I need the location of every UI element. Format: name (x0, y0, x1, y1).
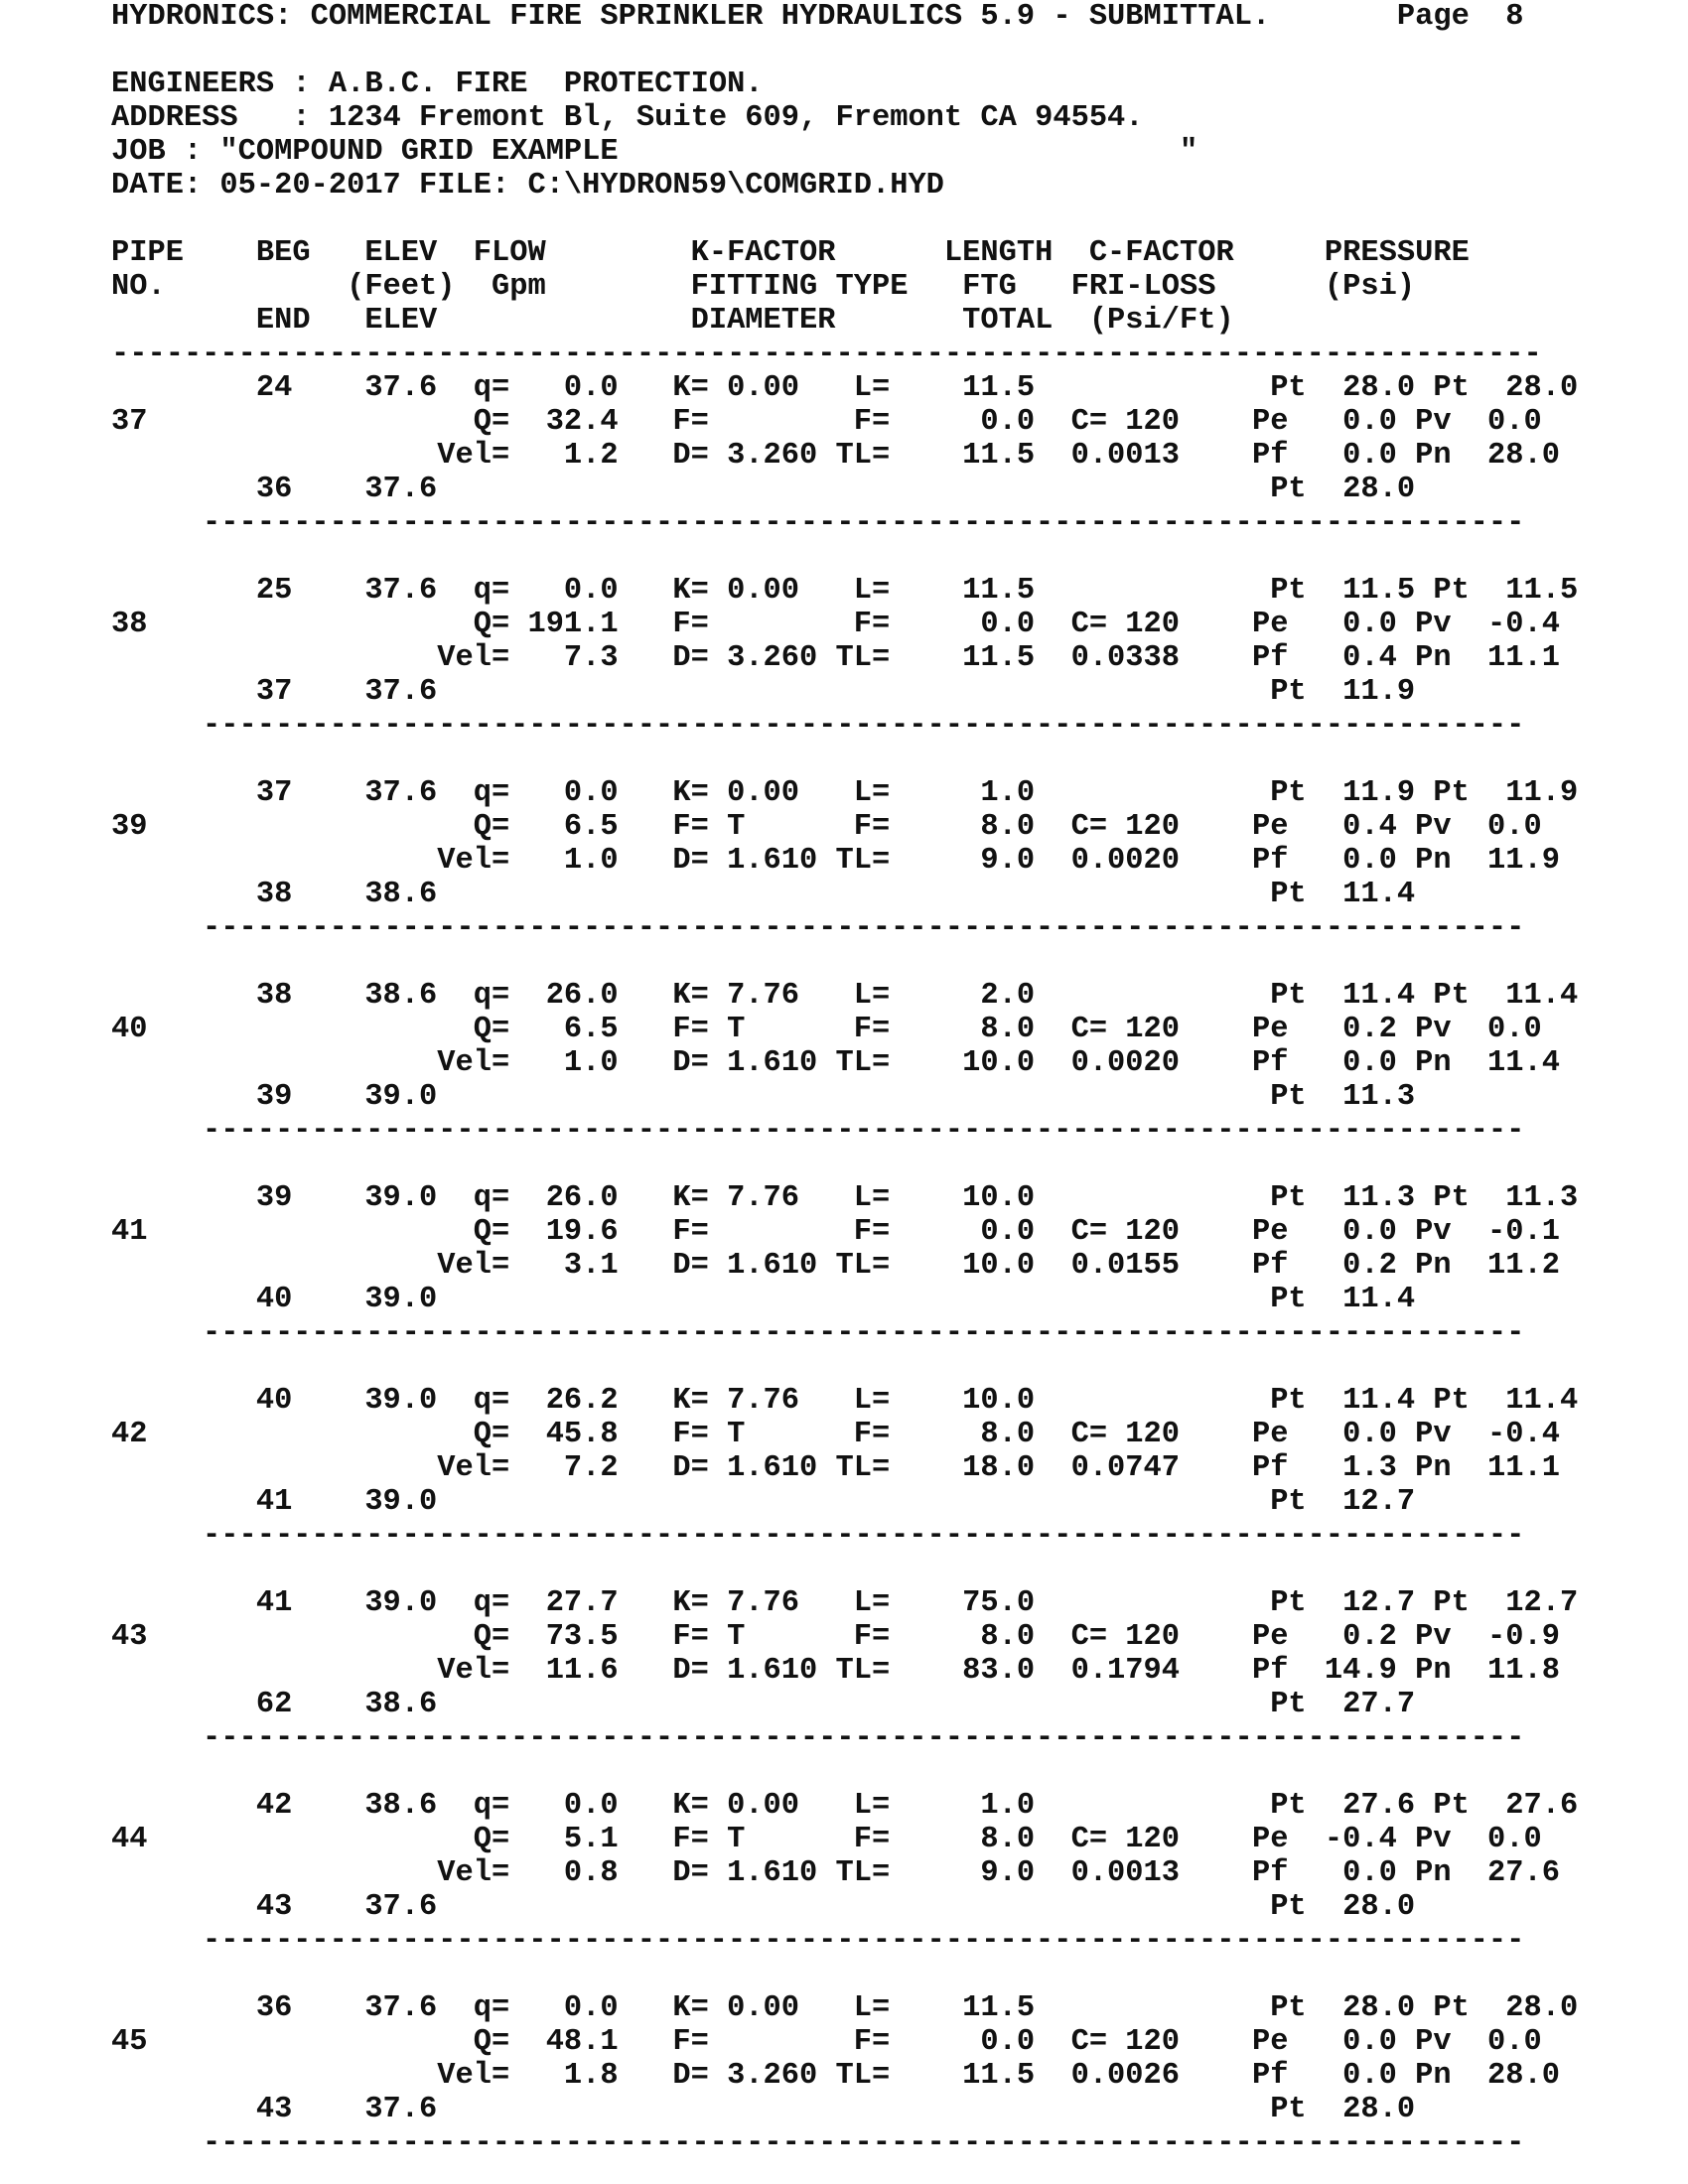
section-rule: ------------------------------------------------------------------------- (203, 506, 1525, 540)
pipe-row-line-1: 40 39.0 q= 26.2 K= 7.76 L= 10.0 Pt 11.4 Pt 11.4 (111, 1384, 1579, 1418)
pipe-row-line-3: Vel= 1.2 D= 3.260 TL= 11.5 0.0013 Pf 0.0 Pn 28.0 (111, 439, 1560, 473)
address-line: ADDRESS : 1234 Fremont Bl, Suite 609, Fremont CA 94554. (111, 101, 1144, 135)
pipe-row-line-4: 62 38.6 Pt 27.7 (111, 1688, 1416, 1721)
pipe-row-line-3: Vel= 7.3 D= 3.260 TL= 11.5 0.0338 Pf 0.4 Pn 11.1 (111, 641, 1560, 675)
header-rule: ------------------------------------------------------------------------------- (111, 338, 1542, 371)
pipe-row-line-2: 44 Q= 5.1 F= T F= 8.0 C= 120 Pe -0.4 Pv 0.0 (111, 1823, 1542, 1856)
pipe-row-line-2: 42 Q= 45.8 F= T F= 8.0 C= 120 Pe 0.0 Pv -0.4 (111, 1418, 1560, 1451)
pipe-row-line-1: 42 38.6 q= 0.0 K= 0.00 L= 1.0 Pt 27.6 Pt 27.6 (111, 1789, 1579, 1823)
pipe-row-line-3: Vel= 1.8 D= 3.260 TL= 11.5 0.0026 Pf 0.0 Pn 28.0 (111, 2059, 1560, 2093)
date-file-line: DATE: 05-20-2017 FILE: C:\HYDRON59\COMGRID.HYD (111, 169, 944, 203)
column-header-line-3: END ELEV DIAMETER TOTAL (Psi/Ft) (111, 304, 1234, 338)
section-rule: ------------------------------------------------------------------------- (203, 911, 1525, 945)
pipe-row-line-3: Vel= 1.0 D= 1.610 TL= 10.0 0.0020 Pf 0.0 Pn 11.4 (111, 1046, 1560, 1080)
section-rule: ------------------------------------------------------------------------- (203, 709, 1525, 743)
pipe-row-line-1: 41 39.0 q= 27.7 K= 7.76 L= 75.0 Pt 12.7 Pt 12.7 (111, 1586, 1579, 1620)
pipe-row-line-1: 39 39.0 q= 26.0 K= 7.76 L= 10.0 Pt 11.3 Pt 11.3 (111, 1181, 1579, 1215)
pipe-row-line-1: 37 37.6 q= 0.0 K= 0.00 L= 1.0 Pt 11.9 Pt 11.9 (111, 776, 1579, 810)
pipe-row-line-2: 39 Q= 6.5 F= T F= 8.0 C= 120 Pe 0.4 Pv 0.0 (111, 810, 1542, 844)
section-rule: ------------------------------------------------------------------------- (203, 1721, 1525, 1755)
pipe-row-line-4: 37 37.6 Pt 11.9 (111, 675, 1416, 709)
job-line: JOB : "COMPOUND GRID EXAMPLE " (111, 135, 1198, 169)
pipe-row-line-4: 38 38.6 Pt 11.4 (111, 878, 1416, 911)
pipe-row-line-3: Vel= 1.0 D= 1.610 TL= 9.0 0.0020 Pf 0.0 Pn 11.9 (111, 844, 1560, 878)
pipe-row-line-4: 40 39.0 Pt 11.4 (111, 1283, 1416, 1316)
pipe-row-line-1: 24 37.6 q= 0.0 K= 0.00 L= 11.5 Pt 28.0 Pt 28.0 (111, 371, 1579, 405)
section-rule: ------------------------------------------------------------------------- (203, 1316, 1525, 1350)
section-rule: ------------------------------------------------------------------------- (203, 1114, 1525, 1148)
pipe-row-line-1: 25 37.6 q= 0.0 K= 0.00 L= 11.5 Pt 11.5 Pt 11.5 (111, 574, 1579, 608)
pipe-row-line-2: 40 Q= 6.5 F= T F= 8.0 C= 120 Pe 0.2 Pv 0.0 (111, 1013, 1542, 1046)
pipe-row-line-1: 36 37.6 q= 0.0 K= 0.00 L= 11.5 Pt 28.0 Pt 28.0 (111, 1991, 1579, 2025)
pipe-row-line-3: Vel= 3.1 D= 1.610 TL= 10.0 0.0155 Pf 0.2 Pn 11.2 (111, 1249, 1560, 1283)
pipe-row-line-2: 43 Q= 73.5 F= T F= 8.0 C= 120 Pe 0.2 Pv -0.9 (111, 1620, 1560, 1654)
section-rule: ------------------------------------------------------------------------- (203, 2126, 1525, 2160)
pipe-row-line-3: Vel= 7.2 D= 1.610 TL= 18.0 0.0747 Pf 1.3 Pn 11.1 (111, 1451, 1560, 1485)
pipe-row-line-4: 43 37.6 Pt 28.0 (111, 1890, 1416, 1924)
pipe-row-line-2: 45 Q= 48.1 F= F= 0.0 C= 120 Pe 0.0 Pv 0.0 (111, 2025, 1542, 2059)
column-header-line-1: PIPE BEG ELEV FLOW K-FACTOR LENGTH C-FACTOR PRESSURE (111, 236, 1470, 270)
column-header-line-2: NO. (Feet) Gpm FITTING TYPE FTG FRI-LOSS (Psi) (111, 270, 1416, 304)
section-rule: ------------------------------------------------------------------------- (203, 1924, 1525, 1958)
engineers-line: ENGINEERS : A.B.C. FIRE PROTECTION. (111, 68, 764, 101)
pipe-row-line-2: 41 Q= 19.6 F= F= 0.0 C= 120 Pe 0.0 Pv -0.1 (111, 1215, 1560, 1249)
pipe-row-line-4: 39 39.0 Pt 11.3 (111, 1080, 1416, 1114)
section-rule: ------------------------------------------------------------------------- (203, 1519, 1525, 1553)
pipe-row-line-4: 41 39.0 Pt 12.7 (111, 1485, 1416, 1519)
pipe-row-line-3: Vel= 11.6 D= 1.610 TL= 83.0 0.1794 Pf 14.9 Pn 11.8 (111, 1654, 1560, 1688)
pipe-row-line-2: 38 Q= 191.1 F= F= 0.0 C= 120 Pe 0.0 Pv -0.4 (111, 608, 1560, 641)
pipe-row-line-2: 37 Q= 32.4 F= F= 0.0 C= 120 Pe 0.0 Pv 0.0 (111, 405, 1542, 439)
pipe-row-line-4: 36 37.6 Pt 28.0 (111, 473, 1416, 506)
pipe-row-line-1: 38 38.6 q= 26.0 K= 7.76 L= 2.0 Pt 11.4 Pt 11.4 (111, 979, 1579, 1013)
pipe-row-line-4: 43 37.6 Pt 28.0 (111, 2093, 1416, 2126)
report-title-line: HYDRONICS: COMMERCIAL FIRE SPRINKLER HYDRAULICS 5.9 - SUBMITTAL. Page 8 (111, 0, 1524, 34)
pipe-row-line-3: Vel= 0.8 D= 1.610 TL= 9.0 0.0013 Pf 0.0 Pn 27.6 (111, 1856, 1560, 1890)
